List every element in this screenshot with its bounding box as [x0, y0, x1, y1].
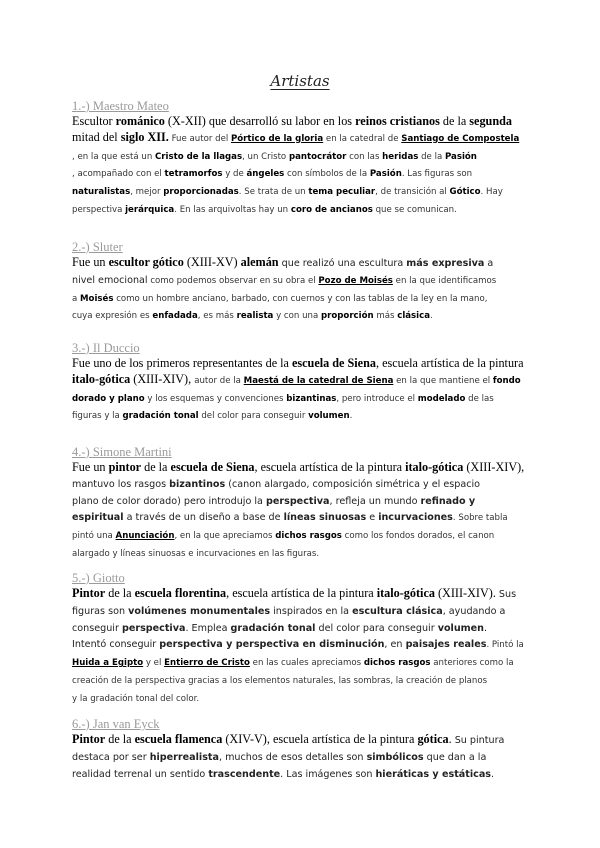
text-line — [72, 307, 530, 325]
text-run: siglo XII. — [120, 129, 169, 144]
section-body — [72, 255, 530, 325]
section-heading: 5.-) Giotto — [72, 571, 125, 585]
text-run: fondo — [492, 375, 521, 386]
text-line — [72, 732, 530, 749]
section-body — [72, 114, 530, 219]
text-run: como los fondos dorados, el canon — [341, 531, 495, 542]
text-run: . Las figuras son — [401, 169, 473, 180]
text-line — [72, 290, 530, 308]
text-run: , acompañado con el — [72, 169, 165, 180]
text-run: Fue un — [72, 460, 109, 474]
text-run: perspectiva y perspectiva en disminución — [159, 639, 385, 651]
text-run: ángeles — [246, 169, 285, 180]
text-run: que dan a la — [423, 751, 487, 763]
text-run: románico — [115, 114, 165, 128]
text-run: . — [484, 622, 488, 634]
text-run: proporcionadas — [163, 187, 239, 198]
text-run: , escuela artística de la pintura — [254, 460, 406, 474]
text-run: coro de ancianos — [290, 204, 373, 215]
text-run: gótica — [417, 732, 449, 746]
text-run: . — [430, 311, 433, 322]
text-run: pintor — [108, 460, 142, 474]
text-run: en la que identificamos — [392, 275, 497, 286]
text-run: de la — [105, 732, 135, 746]
text-line — [72, 407, 530, 425]
text-run: Pasión — [369, 169, 402, 180]
text-run: , en — [384, 639, 406, 651]
text-line — [72, 586, 530, 603]
text-run: , de transición al — [375, 187, 450, 198]
text-line — [72, 356, 530, 372]
text-run: italo-gótica — [405, 460, 464, 474]
text-run: dorado y plano — [72, 393, 145, 404]
text-line — [72, 130, 530, 148]
section-maestro-mateo — [72, 98, 530, 219]
text-run: dichos rasgos — [363, 658, 431, 669]
text-run: con símbolos de la — [284, 169, 370, 180]
text-run: , escuela artística de la pintura — [375, 356, 524, 370]
text-run: del color para conseguir — [198, 411, 309, 422]
text-run: de la — [105, 586, 135, 600]
text-run: (X-XII) que desarrolló su labor en los — [164, 114, 356, 128]
text-line — [72, 272, 530, 290]
text-run: Fue un — [72, 255, 109, 269]
text-run: y la gradación tonal del color. — [72, 693, 200, 704]
section-il-duccio — [72, 340, 530, 425]
text-run: , escuela artística de la pintura — [226, 586, 377, 600]
text-run: paisajes reales — [405, 639, 487, 651]
text-run: destaca por ser — [72, 751, 150, 763]
text-run: Maestá de la catedral de Siena — [243, 375, 394, 386]
text-line — [72, 165, 530, 183]
text-run: , muchos de esos detalles son — [218, 751, 367, 763]
text-run: , ayudando a — [442, 605, 506, 617]
text-run: espiritual — [72, 512, 124, 524]
text-run: y de — [222, 169, 247, 180]
text-line — [72, 509, 530, 527]
text-run: jerárquica — [125, 204, 175, 215]
text-run: perspectiva — [72, 204, 126, 215]
text-line — [72, 749, 530, 766]
text-run: anteriores como la — [430, 658, 514, 669]
text-run: que se comunican. — [372, 204, 457, 215]
text-run: (XIII-XIV), — [130, 371, 195, 386]
text-run: de la — [439, 114, 470, 128]
text-run: a — [72, 293, 80, 304]
text-run: naturalistas — [72, 187, 131, 198]
text-run: pintó una — [72, 531, 116, 542]
text-run: (XIII-XIV), — [463, 460, 525, 474]
text-run: más — [373, 311, 398, 322]
text-run: dichos rasgos — [275, 531, 342, 542]
text-run: , mejor — [130, 187, 164, 198]
text-run: de la — [418, 151, 445, 162]
text-run: y los esquemas y convenciones — [144, 393, 287, 404]
text-run: bizantinos — [169, 478, 226, 490]
text-run: . Pintó la — [486, 640, 524, 651]
text-run: como un hombre anciano, barbado, con cuernos y con las tablas de la ley en la mano, — [113, 293, 488, 304]
text-run: Escultor — [72, 114, 116, 128]
text-line — [72, 766, 530, 783]
text-run: nivel emocional — [72, 274, 148, 286]
text-run: y el — [143, 658, 165, 669]
text-run: hiperrealista — [149, 751, 219, 763]
text-line — [72, 255, 530, 272]
text-run: conseguir — [72, 622, 122, 634]
text-run: figuras son — [72, 605, 129, 617]
text-run: Anunciación — [115, 531, 175, 542]
text-line — [72, 654, 530, 672]
text-run: que realizó una escultura — [278, 258, 407, 269]
text-run: Pasión — [444, 151, 477, 162]
text-run: mitad del — [72, 129, 121, 144]
text-line — [72, 390, 530, 408]
text-run: Pintor — [72, 732, 106, 746]
text-run: , en la que está un — [72, 151, 155, 162]
text-run: con las — [346, 151, 383, 162]
text-run: simbólicos — [366, 751, 424, 763]
text-run: trascendente — [208, 768, 281, 780]
text-run: Moisés — [80, 293, 114, 304]
section-heading: 6.-) Jan van Eyck — [72, 717, 160, 731]
text-run: . Se trata de un — [238, 187, 309, 198]
text-run: tema peculiar — [308, 187, 376, 198]
section-heading: 1.-) Maestro Mateo — [72, 99, 169, 113]
text-run: realidad terrenal un sentido — [72, 768, 209, 780]
text-run: cuya expresión es — [72, 311, 153, 322]
text-run: Entierro de Cristo — [164, 658, 250, 669]
text-run: Gótico — [449, 187, 481, 198]
text-run: mantuvo los rasgos — [72, 478, 170, 490]
text-run: . Hay — [480, 187, 503, 198]
text-run: italo-gótica — [376, 586, 435, 600]
text-run: , un Cristo — [242, 151, 289, 162]
text-line — [72, 672, 530, 690]
text-line — [72, 545, 530, 563]
text-run: líneas sinuosas — [283, 512, 367, 524]
text-run: escuela de Siena — [292, 356, 376, 370]
text-run: escuela florentina — [134, 586, 227, 600]
text-run: , pero introduce el — [336, 393, 418, 404]
section-body — [72, 732, 530, 782]
text-run: (XIV-V), escuela artística de la pintura — [222, 732, 418, 746]
text-line — [72, 493, 530, 510]
text-run: plano de color dorado) pero introdujo la — [72, 495, 266, 507]
text-run: gradación tonal — [122, 411, 199, 422]
text-line — [72, 114, 530, 130]
text-run: , refleja un mundo — [329, 495, 421, 507]
text-run: pantocrátor — [288, 151, 347, 162]
text-run: alemán — [240, 255, 279, 269]
section-body — [72, 356, 530, 425]
text-run: Fue uno de los primeros representantes de la — [72, 356, 292, 370]
text-line — [72, 603, 530, 620]
text-line — [72, 148, 530, 166]
text-run: (XIII-XV) — [183, 255, 241, 269]
text-run: reinos cristianos — [355, 114, 440, 128]
text-line — [72, 690, 530, 708]
text-run: . Las imágenes son — [280, 768, 376, 780]
text-line — [72, 636, 530, 654]
text-run: incurvaciones — [378, 512, 453, 524]
text-run: tetramorfos — [164, 169, 223, 180]
text-run: inspirados en la — [270, 605, 353, 617]
text-run: refinado y — [420, 495, 476, 507]
text-line — [72, 460, 530, 476]
section-simone-martini — [72, 444, 530, 563]
text-run: alargado y líneas sinuosas e incurvaciones en las figuras. — [72, 548, 320, 559]
section-body — [72, 586, 530, 708]
text-run: Pozo de Moisés — [318, 275, 393, 286]
text-run: Sus — [498, 589, 517, 600]
text-run: autor de la — [194, 375, 244, 386]
text-run: bizantinas — [286, 393, 337, 404]
text-line — [72, 527, 530, 545]
text-run: escultor gótico — [108, 255, 184, 269]
text-line — [72, 183, 530, 201]
text-run: más expresiva — [406, 258, 485, 269]
text-run: escuela flamenca — [134, 732, 223, 746]
text-run: y con una — [273, 311, 321, 322]
section-heading: 4.-) Simone Martini — [72, 445, 172, 459]
text-run: perspectiva — [266, 495, 330, 507]
text-run: proporción — [320, 311, 374, 322]
text-run: como podemos observar en su obra el — [147, 275, 319, 286]
text-run: , en la que apreciamos — [174, 531, 276, 542]
text-run: Cristo de la llagas — [155, 151, 243, 162]
text-line — [72, 372, 530, 390]
text-run: realista — [236, 311, 274, 322]
section-sluter — [72, 239, 530, 325]
text-run: del color para conseguir — [315, 622, 438, 634]
text-run: Pórtico de la gloria — [230, 133, 324, 144]
text-run: a — [484, 258, 494, 269]
text-run: . Emplea — [185, 622, 231, 634]
text-run: a través de un diseño a base de — [123, 512, 284, 524]
text-run: Pintor — [72, 586, 106, 600]
text-run: clásica — [397, 311, 431, 322]
text-run: . — [349, 411, 353, 422]
text-run: . Sobre tabla — [452, 513, 508, 524]
text-run: Fue autor del — [168, 133, 231, 144]
text-run: volumen — [437, 622, 484, 634]
text-run: figuras y la — [72, 411, 123, 422]
text-run: creación de la perspectiva gracias a los elementos naturales, las sombras, la creación de planos — [72, 675, 488, 686]
text-run: en la que mantiene el — [393, 375, 493, 386]
text-line — [72, 476, 530, 493]
text-run: hieráticas y estáticas — [375, 768, 492, 780]
section-jan-van-eyck — [72, 716, 530, 782]
text-line — [72, 201, 530, 219]
document-title — [0, 72, 600, 90]
text-run: e — [366, 512, 379, 524]
text-run: . — [448, 732, 455, 746]
text-run: italo-gótica — [72, 371, 131, 386]
text-run: Intentó conseguir — [72, 639, 160, 651]
text-run: . — [491, 768, 495, 780]
text-run: escuela de Siena — [170, 460, 255, 474]
text-run: . En las arquivoltas hay un — [174, 204, 291, 215]
text-run: heridas — [382, 151, 419, 162]
text-run: en las cuales apreciamos — [249, 658, 364, 669]
text-run: de la — [141, 460, 171, 474]
text-run: (canon alargado, composición simétrica y el espacio — [225, 478, 481, 490]
text-run: escultura clásica — [352, 605, 443, 617]
text-run: gradación tonal — [230, 622, 316, 634]
section-heading: 2.-) Sluter — [72, 240, 123, 254]
text-run: segunda — [469, 114, 512, 128]
text-run: modelado — [417, 393, 466, 404]
text-run: Su pintura — [454, 735, 505, 746]
text-run: volúmenes monumentales — [128, 605, 271, 617]
text-run: de las — [465, 393, 494, 404]
text-run: Artistas — [270, 72, 330, 90]
text-run: , es más — [197, 311, 237, 322]
section-giotto — [72, 570, 530, 708]
text-run: enfadada — [152, 311, 198, 322]
text-run: Santiago de Compostela — [401, 133, 520, 144]
section-body — [72, 460, 530, 563]
text-run: Huida a Egipto — [72, 658, 144, 669]
section-heading: 3.-) Il Duccio — [72, 341, 140, 355]
text-line — [72, 620, 530, 637]
text-run: en la catedral de — [323, 133, 402, 144]
text-run: volumen — [308, 411, 350, 422]
text-run: (XIII-XIV). — [434, 586, 499, 600]
text-run: perspectiva — [121, 622, 186, 634]
